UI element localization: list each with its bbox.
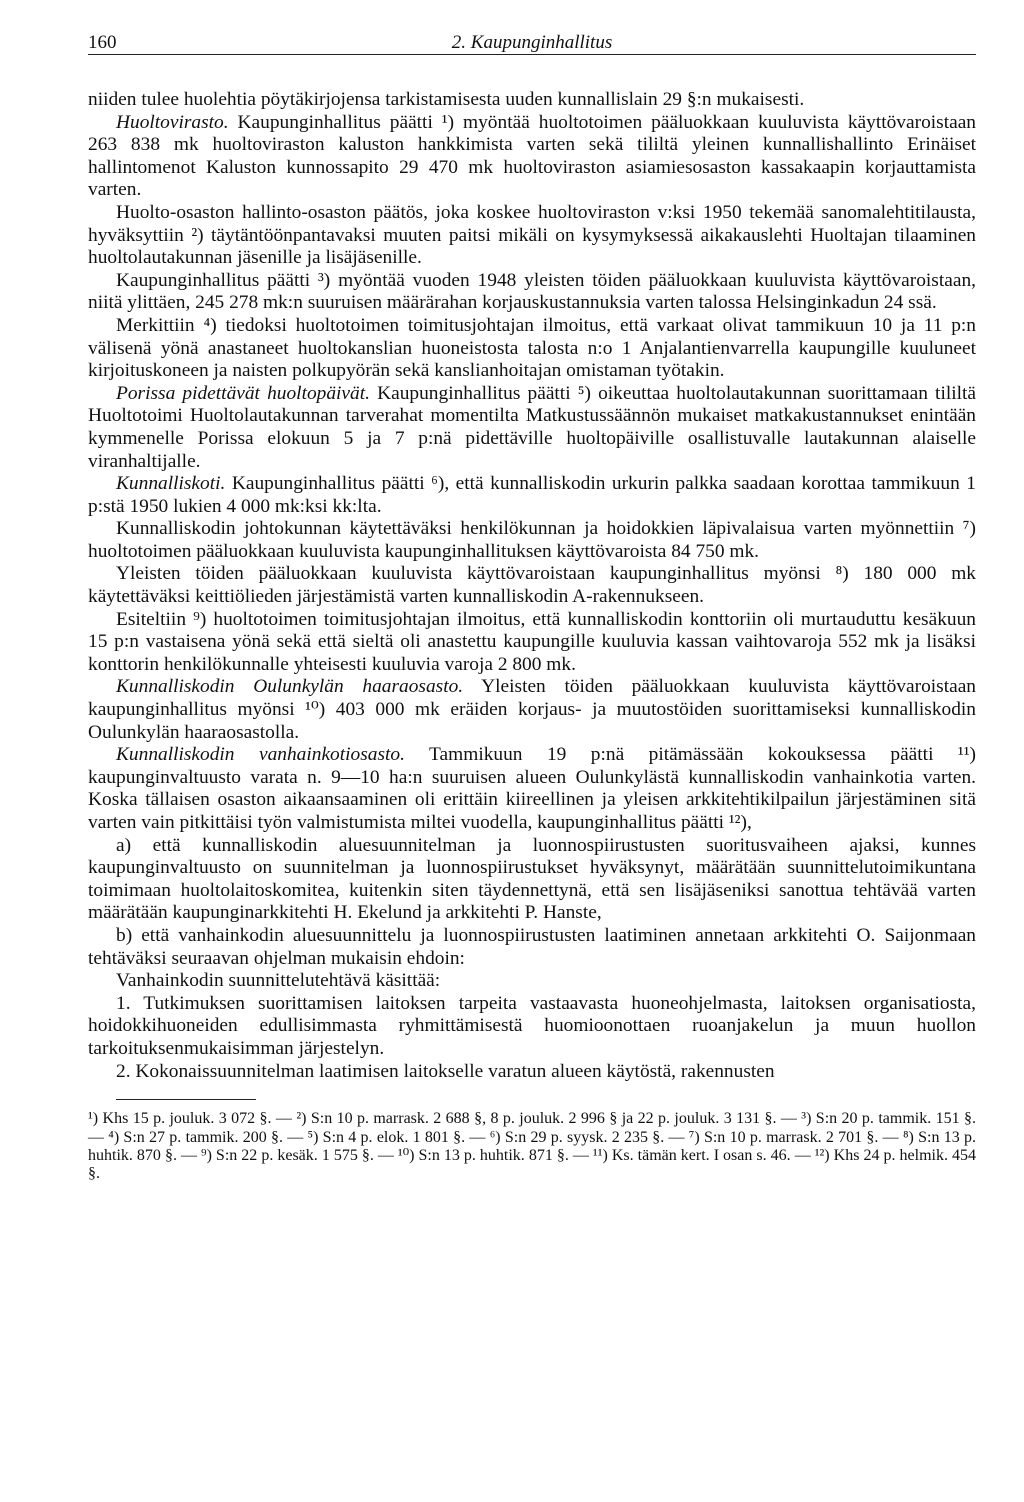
paragraph <box>88 925 976 970</box>
section-heading: Porissa pidettävät huoltopäivät. <box>116 382 370 404</box>
paragraph-text: Vanhainkodin suunnittelutehtävä käsittää: <box>116 970 441 992</box>
running-title: 2. Kaupunginhallitus <box>451 32 613 53</box>
paragraph <box>88 993 976 1061</box>
page-number: 160 <box>88 32 117 53</box>
paragraph-text: Kaupunginhallitus päätti ⁵) oikeuttaa huoltolautakunnan suorittamaan tililtä Huoltotoimi Huoltolautakunnan tarverahat momentilta Matkustussäännön mukaiset matkakustannukset enintään kymmenelle Porissa elokuun 5 ja 7 p:nä pidettäville huoltopäiville osallistuvalle lautakunnan alaiselle viranhaltijalle. <box>88 382 976 472</box>
paragraph-text: niiden tulee huolehtia pöytäkirjojensa tarkistamisesta uuden kunnallislain 29 §:n mukaisesti. <box>88 89 805 110</box>
paragraph <box>88 315 976 383</box>
paragraph-text: Kunnalliskodin johtokunnan käytettäväksi henkilökunnan ja hoidokkien läpivalaisua varten myönnettiin ⁷) huoltotoimen pääluokkaan kuuluvista kaupunginhallituksen käyttövaroista 84 750 mk. <box>88 518 976 562</box>
paragraph-text: Kaupunginhallitus päätti ³) myöntää vuoden 1948 yleisten töiden pääluokkaan kuuluvista käyttövaroistaan, niitä ylittäen, 245 278 mk:n suuruisen määrärahan korjauskustannuksia varten talossa Helsinginkadun 24 ssä. <box>88 269 976 314</box>
paragraph-text: Kaupunginhallitus päätti ¹) myöntää huoltotoimen pääluokkaan kuuluvista käyttövaroistaan 263 838 mk huoltoviraston kaluston hankkimista varten sekä tililtä yleinen kunnallishallinto Erinäiset hallintomenot Kaluston kunnossapito 29 470 mk huoltoviraston asiamiesosaston kassakaapin korjauttamista varten. <box>88 111 976 201</box>
paragraph <box>88 112 976 202</box>
paragraph-text: b) että vanhainkodin aluesuunnittelu ja luonnospiirustusten laatiminen annetaan arkkitehti O. Saijonmaan tehtäväksi seuraavan ohjelman mukaisin ehdoin: <box>88 924 976 969</box>
footnote-divider <box>116 1099 256 1100</box>
paragraph <box>88 676 976 744</box>
section-heading: Huoltovirasto. <box>116 111 229 133</box>
paragraph <box>88 1061 976 1084</box>
paragraph-text: Kaupunginhallitus päätti ⁶), että kunnalliskodin urkurin palkka saadaan korottaa tammikuun 1 p:stä 1950 lukien 4 000 mk:ksi kk:lta. <box>88 473 976 517</box>
paragraph <box>88 89 976 112</box>
paragraph <box>88 518 976 563</box>
paragraph-text: Yleisten töiden pääluokkaan kuuluvista käyttövaroistaan kaupunginhallitus myönsi ⁸) 180 000 mk käytettäväksi keittiölieden järjestämistä varten kunnalliskodin A-rakennukseen. <box>88 563 976 608</box>
paragraph-text: a) että kunnalliskodin aluesuunnitelman ja luonnospiirustusten suoritusvaiheen ajaksi, kunnes kaupunginvaltuusto on suunnitelman ja luonnospiirustukset hyväksynyt, määrätään suunnittelutoimikuntana toimimaan huoltolaitoskomitea, kuitenkin siten täydennettynä, että sen lisäjäseniksi sanottua tehtävää varten määrätään kaupunginarkkitehti H. Ekelund ja arkkitehti P. Hanste, <box>88 834 976 924</box>
paragraph-text: Tammikuun 19 p:nä pitämässään kokouksessa päätti ¹¹) kaupunginvaltuusto varata n. 9—10 ha:n suuruisen alueen Oulunkylästä kunnalliskodin vanhainkotia varten. Koska tällaisen osaston aikaansaaminen oli erittäin kiireellinen ja yleisen arkkitehtikilpailun järjestäminen sitä varten vain pitkittäisi työn valmistumista miltei vuodella, kaupunginhallitus päätti ¹²), <box>88 744 977 833</box>
paragraph <box>88 835 976 925</box>
body-text <box>88 89 976 1083</box>
paragraph <box>88 383 976 473</box>
paragraph-text: Esiteltiin ⁹) huoltotoimen toimitusjohtajan ilmoitus, että kunnalliskodin konttoriin oli murtauduttu kesäkuun 15 p:n vastaisena yönä sekä että sieltä oli anastettu kaupungille kuuluvia kassan vaihtovaroja 552 mk ja lisäksi konttorin henkilökunnalle yhteisesti kuuluvia varoja 2 800 mk. <box>88 608 976 675</box>
paragraph <box>88 563 976 608</box>
footnotes: ¹) Khs 15 p. jouluk. 3 072 §. — ²) S:n 10 p. marrask. 2 688 §, 8 p. jouluk. 2 996 § ja 22 p. jouluk. 3 131 §. — ³) S:n 20 p. tammik. 151 §. — ⁴) S:n 27 p. tammik. 200 §. — ⁵) S:n 4 p. elok. 1 801 §. — ⁶) S:n 29 p. syysk. 2 235 §. — ⁷) S:n 10 p. marrask. 2 701 §. — ⁸) S:n 13 p. huhtik. 870 §. — ⁹) S:n 22 p. kesäk. 1 575 §. — ¹⁰) S:n 13 p. huhtik. 871 §. — ¹¹) Ks. tämän kert. I osan s. 46. — ¹²) Khs 24 p. helmik. 454 §. <box>88 1110 976 1183</box>
paragraph-text: 1. Tutkimuksen suorittamisen laitoksen tarpeita vastaavasta huoneohjelmasta, laitoksen organisatiosta, hoidokkihuoneiden edullisimmasta ryhmittämisestä huomioonottaen ruoanjakelun ja muun huollon tarkoituksenmukaisimman järjestelyn. <box>88 992 976 1059</box>
paragraph <box>88 270 976 315</box>
document-page <box>88 28 976 1184</box>
paragraph <box>88 473 976 518</box>
section-heading: Kunnalliskodin Oulunkylän haaraosasto. <box>116 676 464 698</box>
section-heading: Kunnalliskoti. <box>116 473 226 495</box>
section-heading: Kunnalliskodin vanhainkotiosasto. <box>116 744 405 766</box>
paragraph <box>88 744 976 834</box>
paragraph <box>88 202 976 270</box>
paragraph-text: Huolto-osaston hallinto-osaston päätös, joka koskee huoltoviraston v:ksi 1950 tekemää sanomalehtitilausta, hyväksyttiin ²) täytäntöönpantavaksi muuten paitsi mikäli on kysymyksessä aikakauslehti Huoltajan tilaaminen huoltolautakunnan jäsenille ja lisäjäsenille. <box>88 201 976 269</box>
paragraph <box>88 970 976 993</box>
paragraph <box>88 609 976 677</box>
paragraph-text: Merkittiin ⁴) tiedoksi huoltotoimen toimitusjohtajan ilmoitus, että varkaat olivat tammikuun 10 ja 11 p:n välisenä yönä anastaneet huoltokanslian huoneistosta talosta n:o 1 Anjalantienvarrella kaupungille kuuluneet kirjoituskoneen ja naisten polkupyörän sekä kanslianhoitajan omistaman työtakin. <box>88 314 976 382</box>
paragraph-text: Yleisten töiden pääluokkaan kuuluvista käyttövaroistaan kaupunginhallitus myönsi ¹⁰) 403 000 mk eräiden korjaus- ja muutostöiden suorittamiseksi kunnalliskodin Oulunkylän haaraosastolla. <box>88 676 976 743</box>
paragraph-text: 2. Kokonaissuunnitelman laatimisen laitokselle varatun alueen käytöstä, rakennusten <box>116 1060 775 1082</box>
page-header <box>88 28 976 55</box>
